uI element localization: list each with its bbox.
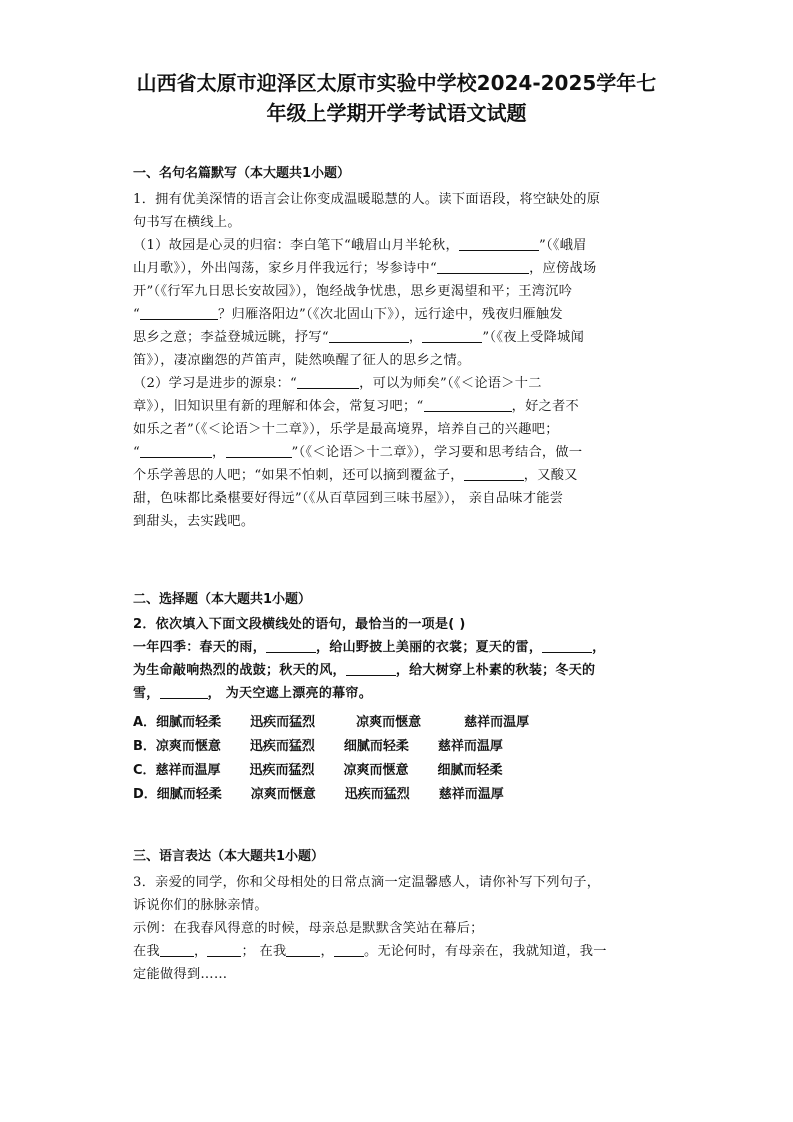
q2-line (133, 636, 663, 659)
text: ； 在我 (241, 944, 287, 959)
text: ，给大树穿上朴素的秋装；冬天的 (395, 663, 596, 678)
option-label: B． (133, 739, 156, 754)
option-c[interactable] (133, 760, 503, 782)
answer-blank[interactable] (297, 374, 359, 389)
q1-line (133, 234, 663, 257)
option-item: 迅疾而猛烈 (344, 787, 410, 802)
text: ， 为天空遮上漂亮的幕帘。 (207, 686, 373, 701)
option-item: 凉爽而惬意 (250, 787, 316, 802)
text: 定能做得到…… (133, 967, 228, 982)
text: “ (133, 307, 141, 322)
q1-line (133, 372, 663, 395)
text: （2）学习是进步的源泉：“ (133, 376, 298, 391)
answer-blank[interactable] (346, 661, 396, 676)
text: ，又酸又 (523, 468, 578, 483)
option-label: C． (133, 763, 156, 778)
text: ， (408, 330, 423, 345)
option-label: D． (133, 787, 157, 802)
answer-blank[interactable] (160, 684, 208, 699)
document-title (0, 68, 793, 128)
answer-blank[interactable] (464, 466, 524, 481)
answer-blank[interactable] (140, 305, 218, 320)
q1-line (133, 280, 663, 303)
answer-blank[interactable] (334, 942, 364, 957)
section-2-heading: 二、选择题（本大题共1小题） (133, 592, 312, 607)
q2-line (133, 659, 663, 682)
text: 在我 (133, 944, 160, 959)
q1-line (133, 326, 663, 349)
q1-line (133, 441, 663, 464)
q1-line (133, 510, 663, 533)
q1-line (133, 188, 663, 211)
option-item: 凉爽而惬意 (155, 739, 221, 754)
q1-line (133, 395, 663, 418)
q1-line (133, 418, 663, 441)
answer-blank[interactable] (329, 328, 409, 343)
q1-line (133, 303, 663, 326)
option-item: 慈祥而温厚 (438, 787, 504, 802)
q2-line (133, 613, 663, 636)
text: ，给山野披上美丽的衣裳；夏天的雷， (316, 640, 543, 655)
q3-line (133, 963, 663, 986)
answer-blank[interactable] (286, 942, 320, 957)
text: ”（《峨眉 (538, 238, 587, 253)
title-line-1: 山西省太原市迎泽区太原市实验中学校2024-2025学年七 (136, 71, 657, 95)
section-3-heading: 三、语言表达（本大题共1小题） (133, 849, 325, 864)
text: 1．拥有优美深情的语言会让你变成温暖聪慧的人。读下面语段，将空缺处的原 (133, 192, 601, 207)
option-item: 迅疾而猛烈 (249, 763, 315, 778)
q1-line (133, 464, 663, 487)
text: ，好之者不 (511, 399, 580, 414)
option-item: 细腻而轻柔 (437, 763, 503, 778)
option-item: 慈祥而温厚 (464, 715, 530, 730)
option-item: 慈祥而温厚 (437, 739, 503, 754)
text: ，可以为师矣”（《＜论语＞十二 (359, 376, 542, 391)
text: 山月歌》），外出闯荡，家乡月伴我远行；岑参诗中“ (133, 261, 438, 276)
option-label: A． (133, 715, 157, 730)
option-d[interactable] (133, 784, 504, 806)
text: 句书写在横线上。 (133, 215, 241, 230)
text: 个乐学善思的人吧；“如果不怕刺，还可以摘到覆盆子， (133, 468, 464, 483)
text: 诉说你们的脉脉亲情。 (133, 898, 268, 913)
text: 到甜头，去实践吧。 (133, 514, 255, 529)
text: 笛》），凄凉幽怨的芦笛声，陡然唤醒了征人的思乡之情。 (133, 353, 471, 368)
q1-line (133, 487, 663, 510)
answer-blank[interactable] (207, 942, 241, 957)
option-item: 慈祥而温厚 (155, 763, 221, 778)
text: ， (592, 640, 606, 655)
text: 3．亲爱的同学，你和父母相处的日常点滴一定温馨感人，请你补写下列句子， (133, 875, 601, 890)
answer-blank[interactable] (437, 259, 529, 274)
text: 一年四季：春天的雨， (133, 640, 267, 655)
answer-blank[interactable] (459, 236, 539, 251)
text: 为生命敲响热烈的战鼓；秋天的风， (133, 663, 346, 678)
option-item: 迅疾而猛烈 (250, 715, 316, 730)
text: 示例：在我春风得意的时候，母亲总是默默含笑站在幕后； (133, 921, 484, 936)
text: ，应傍战场 (529, 261, 597, 276)
option-item: 凉爽而惬意 (356, 715, 422, 730)
q3-line (133, 917, 663, 940)
title-line-2: 年级上学期开学考试语文试题 (266, 101, 527, 125)
answer-blank[interactable] (422, 328, 482, 343)
option-item: 细腻而轻柔 (156, 715, 222, 730)
question-2 (133, 613, 663, 705)
option-item: 细腻而轻柔 (343, 739, 409, 754)
answer-blank[interactable] (140, 443, 212, 458)
option-item: 细腻而轻柔 (156, 787, 222, 802)
option-a[interactable] (133, 712, 529, 734)
text: （1）故园是心灵的归宿：李白笔下“峨眉山月半轮秋， (133, 238, 459, 253)
question-3 (133, 871, 663, 986)
text: “ (133, 445, 141, 460)
answer-blank[interactable] (160, 942, 194, 957)
text: 雪， (133, 686, 160, 701)
q2-line (133, 682, 663, 705)
text: ？归雁洛阳边”（《次北固山下》），远行途中，残夜归雁触发 (218, 307, 563, 322)
text: ”（《夜上受降城闻 (482, 330, 585, 345)
text: ”（《＜论语＞十二章》），学习要和思考结合，做一 (291, 445, 583, 460)
answer-blank[interactable] (266, 638, 316, 653)
q3-line (133, 940, 663, 963)
text: 思乡之意；李益登城远眺，抒写“ (133, 330, 329, 345)
text: 甜，色味都比桑椹要好得远”（《从百草园到三味书屋》）， 亲自品味才能尝 (133, 491, 564, 506)
section-1-heading: 一、名句名篇默写（本大题共1小题） (133, 166, 351, 181)
text: 。无论何时，有母亲在，我就知道，我一 (363, 944, 607, 959)
text: ， (193, 944, 208, 959)
option-item: 凉爽而惬意 (343, 763, 409, 778)
answer-blank[interactable] (226, 443, 292, 458)
option-b[interactable] (133, 736, 503, 758)
option-item: 迅疾而猛烈 (249, 739, 315, 754)
answer-blank[interactable] (424, 397, 512, 412)
text: ， (212, 445, 226, 460)
text: 章》），旧知识里有新的理解和体会，常复习吧；“ (133, 399, 424, 414)
question-1 (133, 188, 663, 533)
text: 2．依次填入下面文段横线处的语句，最恰当的一项是( ) (133, 617, 466, 632)
q3-line (133, 871, 663, 894)
answer-blank[interactable] (542, 638, 592, 653)
text: ， (320, 944, 334, 959)
q3-line (133, 894, 663, 917)
text: 开”（《行军九日思长安故园》），饱经战争忧患，思乡更渴望和平；王湾沉吟 (133, 284, 573, 299)
text: 如乐之者”（《＜论语＞十二章》），乐学是最高境界，培养自己的兴趣吧； (133, 422, 559, 437)
q1-line (133, 211, 663, 234)
q1-line (133, 257, 663, 280)
q1-line (133, 349, 663, 372)
